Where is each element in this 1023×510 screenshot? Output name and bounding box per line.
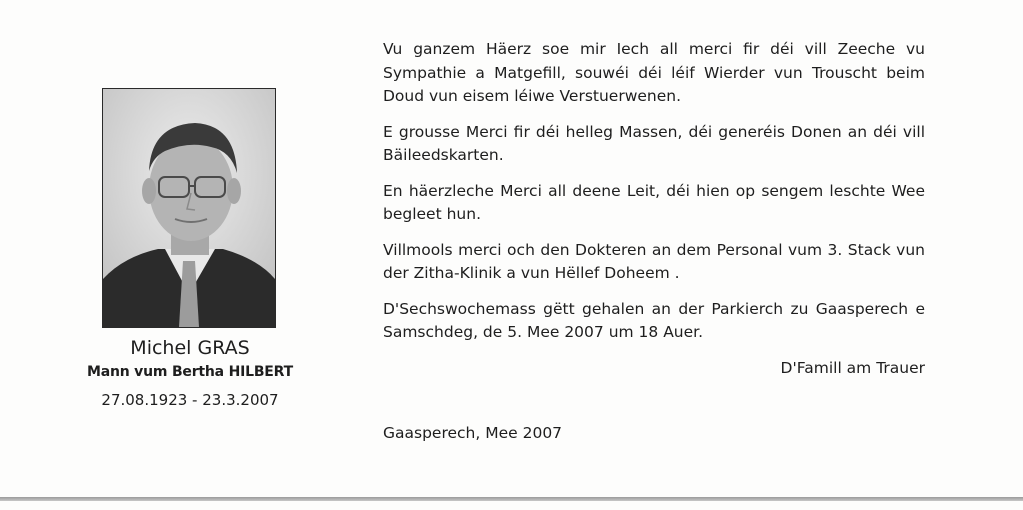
bottom-divider: [0, 497, 1023, 501]
paragraph-doctors: Villmools merci och den Dokteren an dem Personal vum 3. Stack vun der Zitha-Klinik a vun Hëllef Doheem .: [383, 240, 925, 282]
signature: D'Famill am Trauer: [780, 358, 925, 377]
deceased-name: Michel GRAS: [130, 337, 250, 359]
life-dates: 27.08.1923 - 23.3.2007: [101, 391, 279, 409]
portrait-photo: [102, 88, 276, 328]
paragraph-escort: En häerzleche Merci all deene Leit, déi hien op sengem leschte Wee begleet hun.: [383, 181, 925, 223]
portrait-image: [103, 89, 275, 327]
spouse-line: Mann vum Bertha HILBERT: [87, 364, 293, 380]
paragraph-masses: E grousse Merci fir déi helleg Massen, déi generéis Donen an déi vill Bäileedskarten.: [383, 122, 925, 164]
paragraph-sympathy: Vu ganzem Häerz soe mir Iech all merci fir déi vill Zeeche vu Sympathie a Matgefill, souwéi déi léif Wierder vun Trouscht beim Doud vun eisem léiwe Verstuerwenen.: [383, 40, 925, 105]
place-date: Gaasperech, Mee 2007: [383, 424, 563, 442]
paragraph-mass-announcement: D'Sechswochemass gëtt gehalen an der Parkierch zu Gaasperech e Samschdeg, de 5. Mee 2007 um 18 Auer.: [383, 299, 925, 341]
thank-you-message: [383, 38, 925, 380]
